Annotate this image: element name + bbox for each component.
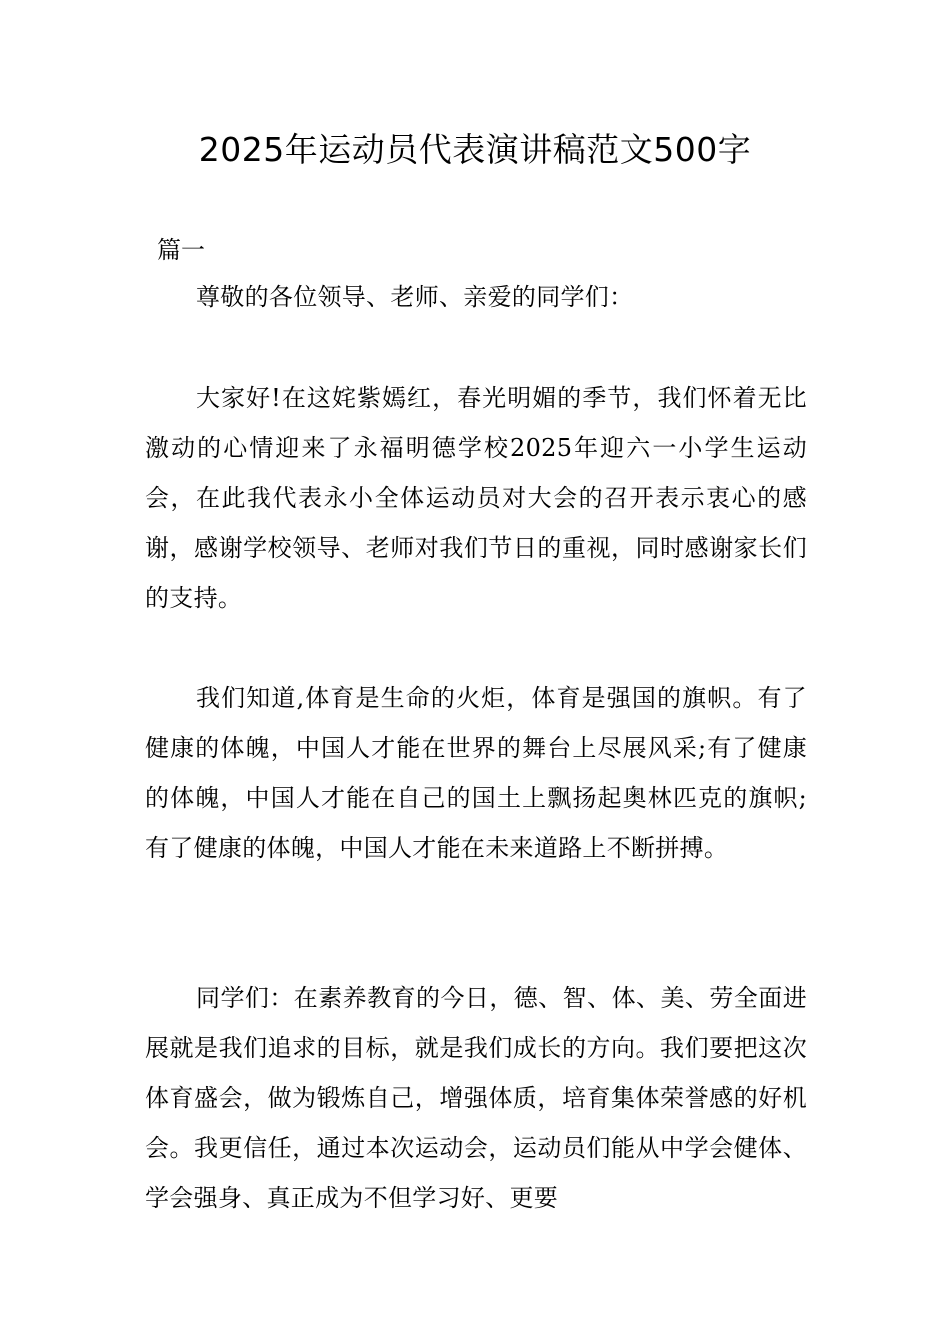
salutation: 尊敬的各位领导、老师、亲爱的同学们：: [196, 283, 634, 311]
paragraph-education-goals: 同学们：在素养教育的今日，德、智、体、美、劳全面进展就是我们追求的目标，就是我们成长的方向。我们要把这次体育盛会，做为锻炼自己，增强体质，培育集体荣誉感的好机会。我更信任，通过本次运动会，运动员们能从中学会健体、学会强身、真正成为不但学习好、更要: [145, 984, 807, 1212]
document-title: 2025年运动员代表演讲稿范文500字: [198, 130, 752, 169]
paragraph-sports-importance: 我们知道,体育是生命的火炬，体育是强国的旗帜。有了健康的体魄，中国人才能在世界的舞台上尽展风采;有了健康的体魄，中国人才能在自己的国土上飘扬起奥林匹克的旗帜;有了健康的体魄，中国人才能在未来道路上不断拼搏。: [145, 684, 807, 862]
paragraph-greeting: 大家好!在这姹紫嫣红，春光明媚的季节，我们怀着无比激动的心情迎来了永福明德学校2025年迎六一小学生运动会，在此我代表永小全体运动员对大会的召开表示衷心的感谢，感谢学校领导、老师对我们节日的重视，同时感谢家长们的支持。: [145, 384, 807, 612]
section-label: 篇一: [157, 236, 205, 264]
